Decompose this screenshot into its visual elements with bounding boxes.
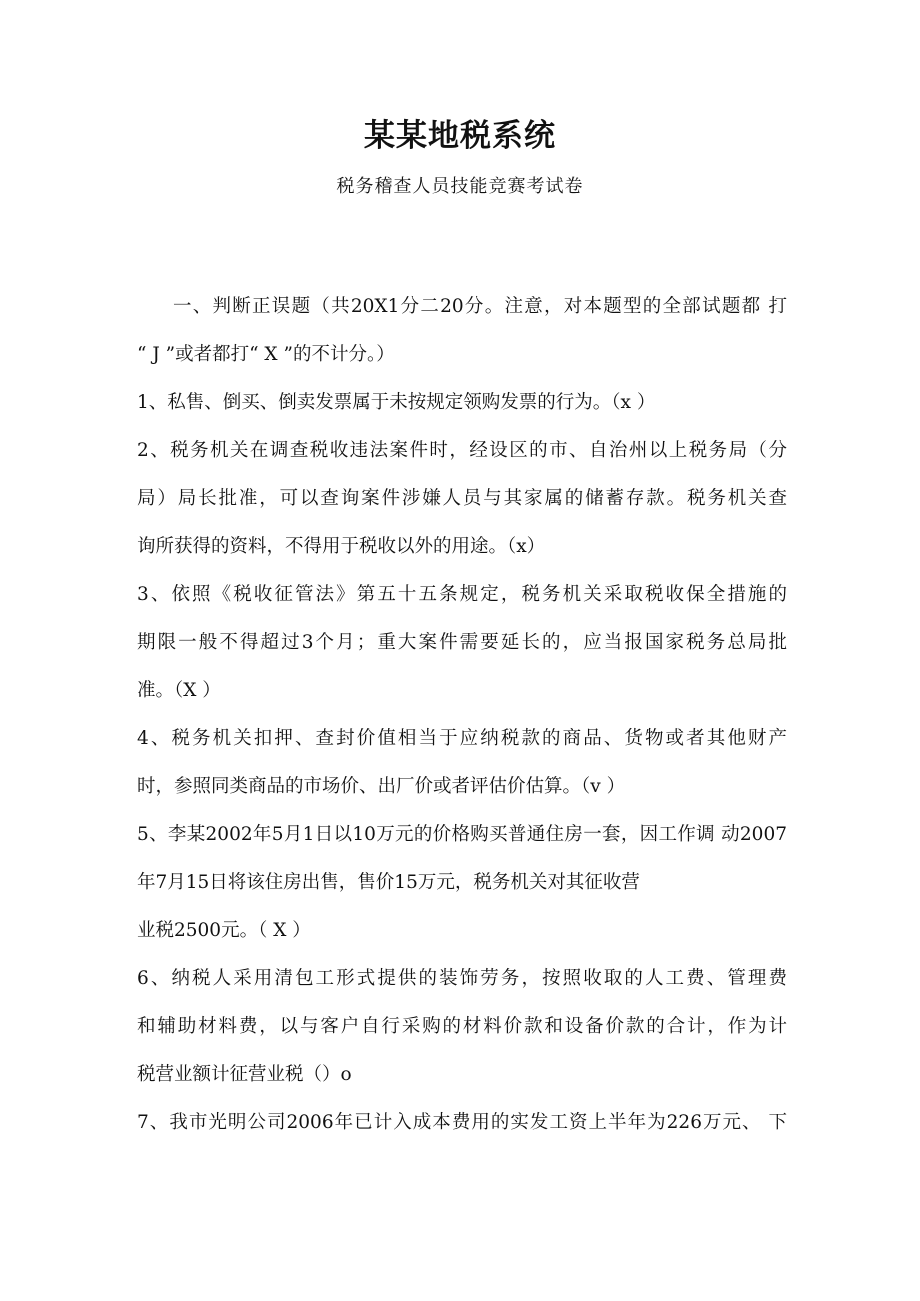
question-7-line-1: 7、我市光明公司2006年已计入成本费用的实发工资上半年为226万元、 下 bbox=[137, 1112, 787, 1133]
question-5-line-2: 年7月15日将该住房出售，售价15万元，税务机关对其征收营 bbox=[137, 872, 640, 893]
document-subtitle: 税务稽查人员技能竞赛考试卷 bbox=[336, 176, 584, 197]
question-3-line-2: 期限一般不得超过3个月；重大案件需要延长的，应当报国家税务总局批 bbox=[137, 632, 787, 653]
question-4-line-1: 4、税务机关扣押、查封价值相当于应纳税款的商品、货物或者其他财产 bbox=[137, 728, 787, 749]
question-1-line-1: 1、私售、倒买、倒卖发票属于未按规定领购发票的行为。（x ） bbox=[137, 392, 656, 413]
question-2-line-1: 2、税务机关在调查税收违法案件时，经设区的市、自治州以上税务局（分 bbox=[137, 440, 787, 461]
question-3-line-1: 3、依照《税收征管法》第五十五条规定，税务机关采取税收保全措施的 bbox=[137, 584, 787, 605]
question-6-line-3: 税营业额计征营业税（）o bbox=[137, 1064, 352, 1085]
question-4-line-2: 时，参照同类商品的市场价、出厂价或者评估价估算。（v ） bbox=[137, 776, 626, 797]
question-5-line-3: 业税2500元。（ X ） bbox=[137, 920, 311, 941]
question-6-line-1: 6、纳税人采用清包工形式提供的装饰劳务，按照收取的人工费、管理费 bbox=[137, 968, 787, 989]
exam-body bbox=[137, 283, 787, 1147]
section-heading-line-1: 一、判断正误题（共20X1分二20分。注意，对本题型的全部试题都 打 bbox=[173, 296, 787, 317]
question-5-line-1: 5、李某2002年5月1日以10万元的价格购买普通住房一套，因工作调 动2007 bbox=[137, 824, 787, 845]
question-2-line-2: 局）局长批准，可以查询案件涉嫌人员与其家属的储蓄存款。税务机关查 bbox=[137, 488, 787, 509]
question-3-line-3: 准。（X ） bbox=[137, 680, 221, 701]
question-2-line-3: 询所获得的资料，不得用于税收以外的用途。（x） bbox=[137, 536, 546, 557]
question-6-line-2: 和辅助材料费，以与客户自行采购的材料价款和设备价款的合计，作为计 bbox=[137, 1016, 787, 1037]
document-title: 某某地税系统 bbox=[364, 118, 556, 154]
section-heading-line-2: “ J ”或者都打“ X ”的不计分。） bbox=[137, 344, 395, 365]
